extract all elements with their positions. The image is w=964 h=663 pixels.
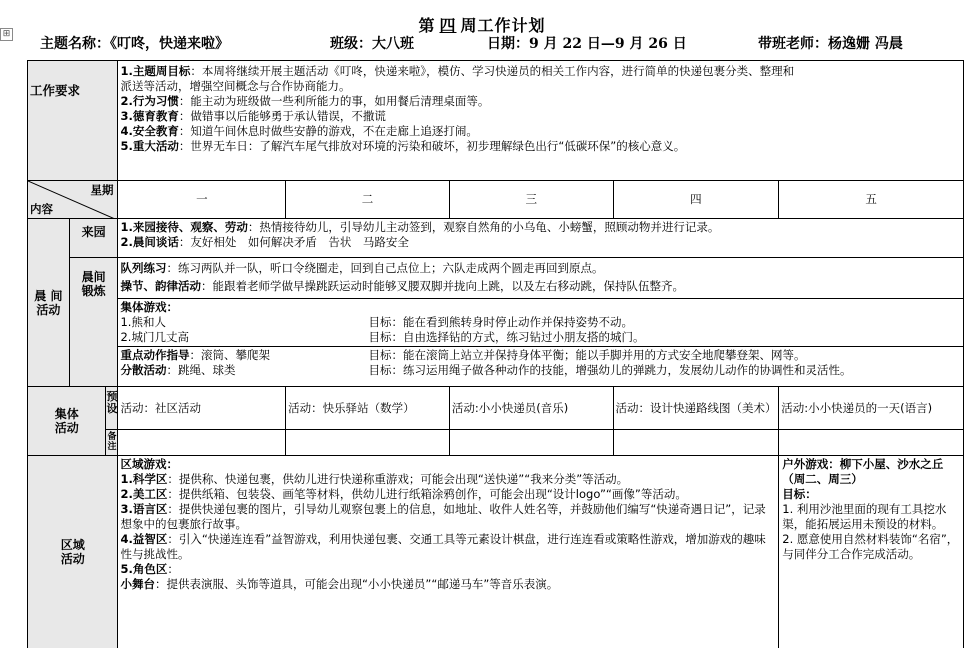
page-bottom-edge bbox=[0, 657, 964, 663]
day-header-tue: 二 bbox=[286, 181, 450, 219]
notes-mon bbox=[118, 430, 286, 456]
day-header-thu: 四 bbox=[613, 181, 779, 219]
notes-tue bbox=[286, 430, 450, 456]
focus-head: 重点动作指导 bbox=[120, 348, 190, 362]
exercise-label-line1: 晨间 bbox=[81, 270, 106, 284]
arrival-label-cell bbox=[69, 219, 118, 258]
collective-label-line1: 集体 bbox=[54, 407, 79, 421]
talk-text: ：友好相处 如何解决矛盾 告状 马路安全 bbox=[178, 235, 409, 249]
goal-text: ：本周将继续开展主题活动《叮咚，快递来啦》，模仿、学习快递员的相关工作内容，进行简单的快递包裹分类、整理和 bbox=[190, 64, 795, 78]
weekly-plan-table bbox=[27, 60, 964, 648]
game-goal: 目标：自由选择钻的方式，练习钻过小朋友搭的城门。 bbox=[368, 330, 645, 344]
rhythm-head: 操节、韵律活动 bbox=[120, 279, 201, 293]
rhythm-text: ：能跟着老师学做早操跳跃运动时能够叉腰双脚并拢向上跳，以及左右移动跳，保持队伍整齐。 bbox=[200, 279, 684, 293]
focus-goal: 目标：能在滚筒上站立并保持身体平衡；能以手脚并用的方式安全地爬攀登架、网等。 bbox=[368, 348, 806, 362]
major-activity-head: 5.重大活动 bbox=[120, 139, 179, 153]
safety-text: ：知道午间休息时做些安静的游戏，不在走廊上追逐打闹。 bbox=[178, 124, 478, 138]
moral-text: ：做错事以后能够勇于承认错误，不撒谎 bbox=[178, 109, 386, 123]
talk-head: 2.晨间谈话 bbox=[120, 235, 179, 249]
arrival-label: 来园 bbox=[81, 225, 106, 239]
collective-mon: 活动：社区活动 bbox=[118, 387, 286, 430]
free-activity-text: ：跳绳、球类 bbox=[166, 363, 236, 377]
arrival-content bbox=[118, 219, 964, 258]
art-area-text: ：提供纸箱、包装袋、画笔等材料，供幼儿进行纸箱涂鸦创作，可能会出现“设计logo”“画像”等活动。 bbox=[167, 487, 687, 501]
class-name: 班级：大八班 bbox=[330, 36, 414, 52]
work-requirements-label: 工作要求 bbox=[30, 83, 81, 98]
notes-label-cell bbox=[106, 430, 118, 456]
stage-area-text: ：提供表演服、头饰等道具，可能会出现“小小快递员”“邮递马车”等音乐表演。 bbox=[154, 577, 559, 591]
title-suffix: 周工作计划 bbox=[460, 16, 546, 35]
stage-area-head: 小舞台 bbox=[120, 577, 155, 591]
collective-tue: 活动：快乐驿站（数学） bbox=[286, 387, 450, 430]
title-week-number: 四 bbox=[439, 16, 457, 35]
exercise-label-cell bbox=[69, 258, 118, 387]
area-label-line2: 活动 bbox=[60, 551, 85, 566]
games-content bbox=[118, 299, 964, 387]
preset-label-cell bbox=[106, 387, 118, 430]
major-activity-text: ：世界无车日：了解汽车尾气排放对环境的污染和破坏，初步理解绿色出行“低碳环保”的核心意义。 bbox=[178, 139, 686, 153]
free-activity-goal: 目标：练习运用绳子做各种动作的技能，增强幼儿的弹跳力，发展幼儿动作的协调性和灵活性。 bbox=[368, 363, 852, 377]
area-label-line1: 区域 bbox=[60, 537, 85, 552]
group-games-head: 集体游戏： bbox=[120, 300, 178, 314]
game-name: 2.城门几丈高 bbox=[120, 330, 189, 344]
notes-fri bbox=[779, 430, 964, 456]
queue-text: ：练习两队并一队，听口令绕圈走，回到自己点位上；六队走成两个圆走再回到原点。 bbox=[166, 261, 604, 275]
area-label-cell bbox=[28, 456, 118, 648]
collective-thu: 活动：设计快递路线图（美术） bbox=[613, 387, 779, 430]
art-area-head: 2.美工区 bbox=[120, 487, 168, 501]
free-activity-head: 分散活动 bbox=[120, 363, 167, 377]
outdoor-area-content bbox=[779, 456, 964, 648]
habit-head: 2.行为习惯 bbox=[120, 94, 179, 108]
outdoor-goal-1: 1. 利用沙池里面的现有工具挖水渠，能拓展运用未预设的材料。 bbox=[782, 502, 947, 531]
safety-head: 4.安全教育 bbox=[120, 124, 179, 138]
arrival-head: 1.来园接待、观察、劳动 bbox=[120, 220, 248, 234]
exercise-label-line2: 锻炼 bbox=[81, 284, 106, 298]
queue-head: 队列练习 bbox=[120, 261, 167, 275]
theme-name: 主题名称：《叮咚，快递来啦》 bbox=[40, 36, 229, 52]
day-header-mon: 一 bbox=[118, 181, 286, 219]
game-name: 1.熊和人 bbox=[120, 315, 166, 329]
moral-head: 3.德育教育 bbox=[120, 109, 179, 123]
work-requirements-label-cell bbox=[28, 61, 118, 181]
indoor-area-head: 区域游戏： bbox=[120, 457, 178, 471]
notes-thu bbox=[613, 430, 779, 456]
notes-label: 备注 bbox=[107, 432, 117, 452]
language-area-text: ：提供快递包裹的图片，引导幼儿观察包裹上的信息，如地址、收件人姓名等，并鼓励他们编写“快递奇遇日记”，记录想象中的包裹旅行故事。 bbox=[120, 502, 766, 531]
indoor-area-content bbox=[118, 456, 779, 648]
work-requirements-content bbox=[118, 61, 964, 181]
morning-label-line2: 活动 bbox=[36, 302, 61, 317]
outdoor-goal-head: 目标： bbox=[782, 487, 817, 501]
morning-activity-label-cell bbox=[28, 219, 70, 387]
collective-fri: 活动:小小快递员的一天(语言) bbox=[779, 387, 964, 430]
title-prefix: 第 bbox=[418, 16, 436, 35]
date-range: 日期：9 月 22 日—9 月 26 日 bbox=[487, 36, 687, 52]
queue-content bbox=[118, 258, 964, 299]
collective-wed: 活动:小小快递员(音乐) bbox=[449, 387, 613, 430]
role-area-text: ： bbox=[167, 562, 179, 576]
habit-text: ：能主动为班级做一些利所能力的事，如用餐后清理桌面等。 bbox=[178, 94, 490, 108]
goal-text-cont: 派送等活动，增强空间概念与合作协商能力。 bbox=[120, 79, 351, 93]
science-area-text: ：提供称、快递包裹，供幼儿进行快递称重游戏；可能会出现“送快递”“我来分类”等活动。 bbox=[167, 472, 629, 486]
plan-header bbox=[40, 33, 940, 53]
collective-label-line2: 活动 bbox=[54, 421, 79, 435]
preset-label: 预设 bbox=[106, 390, 118, 415]
day-header-wed: 三 bbox=[449, 181, 613, 219]
focus-text: ：滚筒、攀爬架 bbox=[189, 348, 270, 362]
puzzle-area-text: ：引入“快递连连看”益智游戏，利用快递包裹、交通工具等元素设计棋盘，进行连连看或策略性游戏，增加游戏的趣味性与挑战性。 bbox=[120, 532, 766, 561]
corner-content-label: 内容 bbox=[30, 202, 53, 216]
outdoor-goal-2: 2. 愿意使用自然材料装饰“名宿”，与同伴分工合作完成活动。 bbox=[782, 532, 959, 561]
table-move-handle-icon[interactable]: ⊞ bbox=[0, 28, 13, 41]
role-area-head: 5.角色区 bbox=[120, 562, 168, 576]
corner-weekday-label: 星期 bbox=[90, 183, 114, 197]
arrival-text: ：热情接待幼儿，引导幼儿主动签到，观察自然角的小乌龟、小螃蟹，照顾动物并进行记录。 bbox=[247, 220, 720, 234]
teacher-names: 带班老师：杨逸姗 冯晨 bbox=[758, 36, 903, 52]
day-header-fri: 五 bbox=[779, 181, 964, 219]
game-goal: 目标：能在看到熊转身时停止动作并保持姿势不动。 bbox=[368, 315, 633, 329]
morning-label-line1: 晨 间 bbox=[34, 288, 63, 303]
language-area-head: 3.语言区 bbox=[120, 502, 168, 516]
weekday-corner-cell bbox=[28, 181, 118, 219]
collective-label-cell bbox=[28, 387, 106, 456]
science-area-head: 1.科学区 bbox=[120, 472, 168, 486]
goal-head: 1.主题周目标 bbox=[120, 64, 191, 78]
notes-wed bbox=[449, 430, 613, 456]
puzzle-area-head: 4.益智区 bbox=[120, 532, 168, 546]
outdoor-area-head: 户外游戏：柳下小屋、沙水之丘（周二、周三） bbox=[782, 457, 944, 486]
